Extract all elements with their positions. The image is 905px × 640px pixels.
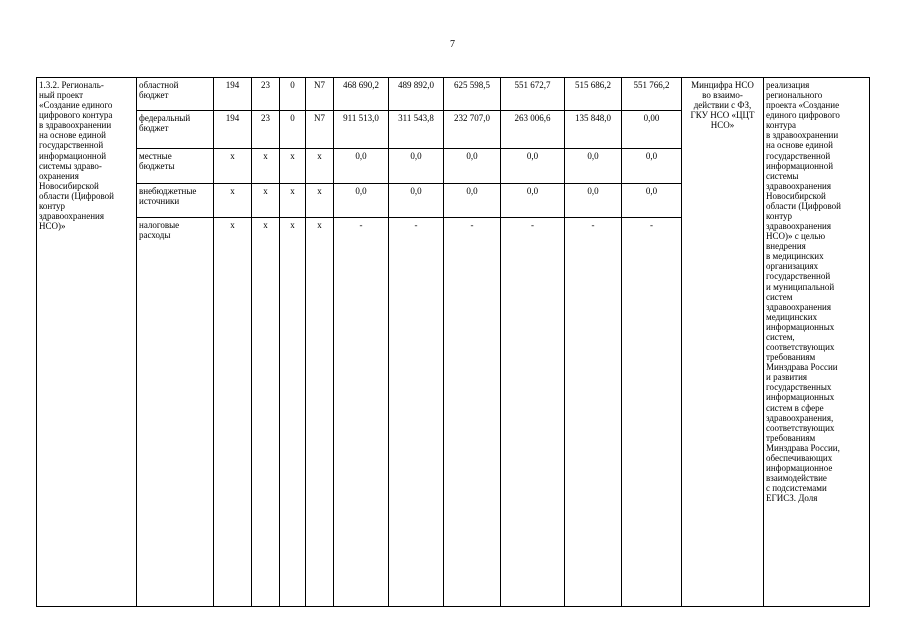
code-cell: 194 [214,111,252,149]
value-cell: - [565,218,622,607]
value-cell: 0,0 [565,149,622,184]
code-cell: x [214,149,252,184]
source-cell: федеральный бюджет [137,111,214,149]
executor-cell [682,78,764,607]
executor-label: Минцифра НСО во взаимо- действии с ФЗ, ГКУ НСО «ЦЦТ НСО» [690,80,755,131]
code-cell: 0 [280,111,306,149]
code-cell: x [214,184,252,218]
value-cell: 0,0 [389,149,444,184]
code-cell: 23 [252,111,280,149]
value-cell: - [389,218,444,607]
value-cell: 0,0 [444,149,501,184]
page-number: 7 [450,39,455,50]
value-cell: 468 690,2 [334,78,389,111]
value-cell: - [622,218,682,607]
value-cell: 0,0 [389,184,444,218]
code-cell: x [252,149,280,184]
activity-cell [764,78,870,607]
code-cell: x [306,184,334,218]
value-cell: - [334,218,389,607]
value-cell: 0,0 [334,149,389,184]
value-cell: 0,0 [622,184,682,218]
value-cell: 625 598,5 [444,78,501,111]
value-cell: 0,00 [622,111,682,149]
value-cell: - [444,218,501,607]
value-cell: 0,0 [622,149,682,184]
project-label: 1.3.2. Региональ- ный проект «Создание единого цифрового контура в здравоохранении на основе единой государственной информационной системы здраво- охранения Новосибирской области (Цифровой контур здравоохранения НСО)» [39,80,114,232]
table-row [37,78,870,111]
value-cell: 311 543,8 [389,111,444,149]
code-cell: x [280,184,306,218]
source-cell: налоговые расходы [137,218,214,607]
code-cell: x [306,149,334,184]
value-cell: 135 848,0 [565,111,622,149]
value-cell: 0,0 [334,184,389,218]
value-cell: 489 892,0 [389,78,444,111]
code-cell: 194 [214,78,252,111]
code-cell: x [252,184,280,218]
value-cell: - [501,218,565,607]
value-cell: 0,0 [501,149,565,184]
source-cell: внебюджетные источники [137,184,214,218]
code-cell: x [306,218,334,607]
value-cell: 515 686,2 [565,78,622,111]
value-cell: 263 006,6 [501,111,565,149]
value-cell: 0,0 [444,184,501,218]
source-cell: местные бюджеты [137,149,214,184]
value-cell: 551 672,7 [501,78,565,111]
budget-table [36,77,870,607]
source-cell: областной бюджет [137,78,214,111]
code-cell: x [280,149,306,184]
project-name-cell [37,78,137,607]
code-cell: 0 [280,78,306,111]
code-cell: N7 [306,111,334,149]
code-cell: N7 [306,78,334,111]
code-cell: x [280,218,306,607]
code-cell: x [214,218,252,607]
value-cell: 911 513,0 [334,111,389,149]
value-cell: 0,0 [565,184,622,218]
code-cell: x [252,218,280,607]
code-cell: 23 [252,78,280,111]
value-cell: 232 707,0 [444,111,501,149]
value-cell: 0,0 [501,184,565,218]
activity-text: реализация регионального проекта «Создание единого цифрового контура в здравоохранении на основе единой государственной информационной системы здравоохранения Новосибирской области (Цифровой контур здравоохранения НСО)» с целью внедрения в медицинских организациях государственной и муниципальной систем здравоохранения медицинских информационных систем, соответствующих требованиям Минздрава России и развития государственных информационных систем в сфере здравоохранения, соответствующих требованиям Минздрава России, обеспечивающих информационное взаимодействие с подсистемами ЕГИСЗ. Доля [766,80,841,504]
value-cell: 551 766,2 [622,78,682,111]
